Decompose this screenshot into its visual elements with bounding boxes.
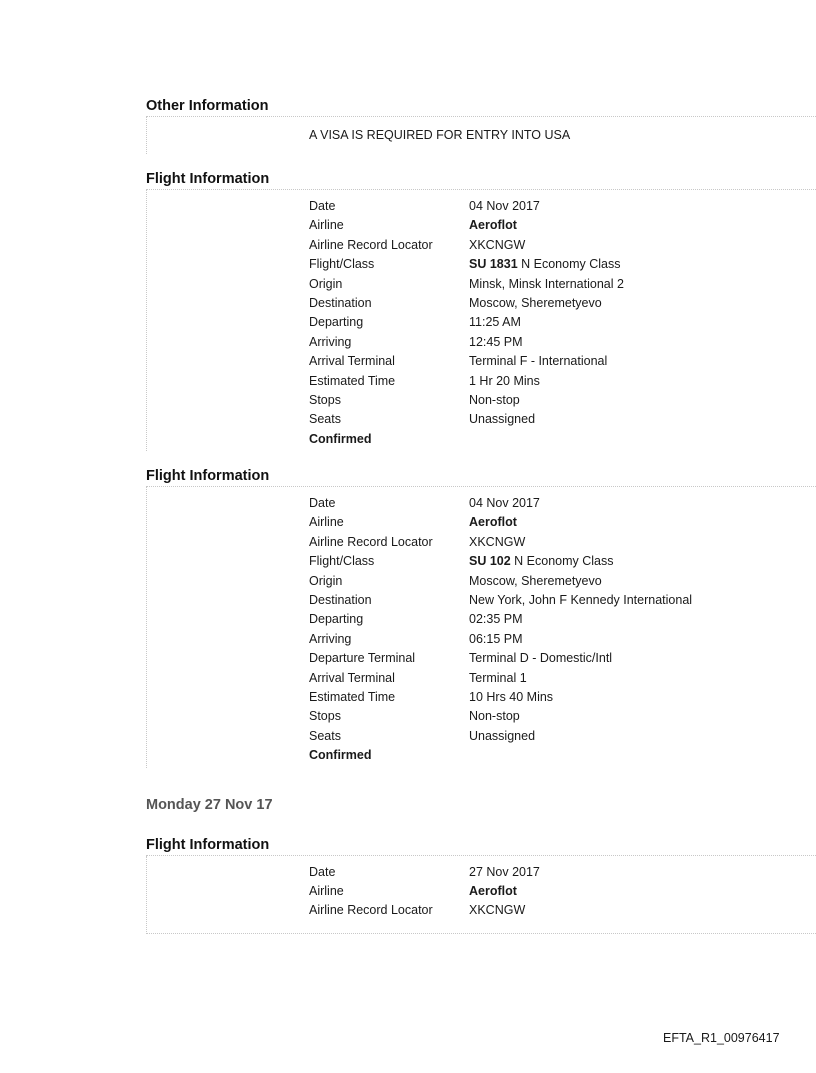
flight-class-row <box>309 257 816 276</box>
stops-label: Stops <box>309 392 341 407</box>
flight-class-label: Flight/Class <box>309 554 375 569</box>
record-locator-row <box>309 535 816 554</box>
flight-2-body <box>146 487 816 767</box>
flight-class-value <box>469 257 816 276</box>
flight-class-label: Flight/Class <box>309 257 375 272</box>
airline-label: Airline <box>309 883 344 898</box>
flight-information-heading: Flight Information <box>146 837 816 856</box>
day-heading: Monday 27 Nov 17 <box>146 796 273 813</box>
airline-value: Aeroflot <box>469 515 517 530</box>
flight-number: SU 102 <box>469 554 511 569</box>
destination-label: Destination <box>309 593 372 608</box>
arriving-row <box>309 632 816 651</box>
document-id: EFTA_R1_00976417 <box>663 1031 780 1045</box>
airline-label: Airline <box>309 218 344 233</box>
stops-value: Non-stop <box>469 709 520 724</box>
origin-row <box>309 574 816 593</box>
date-value: 04 Nov 2017 <box>469 199 540 213</box>
record-locator-label: Airline Record Locator <box>309 534 433 549</box>
flight-1-details <box>147 190 816 451</box>
flight-number: SU 1831 <box>469 257 518 272</box>
stops-value: Non-stop <box>469 392 520 407</box>
estimated-time-value: 1 Hr 20 Mins <box>469 373 540 388</box>
destination-value: New York, John F Kennedy International <box>469 593 693 608</box>
date-value: 04 Nov 2017 <box>469 496 540 511</box>
flight-class-row <box>309 554 816 573</box>
record-locator-label: Airline Record Locator <box>309 903 433 918</box>
arrival-terminal-row <box>309 671 816 690</box>
seats-value: Unassigned <box>469 728 536 743</box>
flight-information-heading: Flight Information <box>146 468 816 487</box>
arriving-row <box>309 335 816 354</box>
departing-row <box>309 315 816 334</box>
estimated-time-value: 10 Hrs 40 Mins <box>469 689 554 704</box>
origin-row <box>309 277 816 296</box>
seats-row <box>309 729 816 748</box>
flight-information-heading: Flight Information <box>146 171 816 190</box>
destination-row <box>309 296 816 315</box>
airline-value: Aeroflot <box>469 883 517 898</box>
arriving-label: Arriving <box>309 334 352 349</box>
airline-row <box>309 218 816 237</box>
arrival-terminal-value: Terminal F - International <box>469 354 608 369</box>
airline-row <box>309 884 816 903</box>
estimated-time-row <box>309 690 816 709</box>
itinerary-content <box>146 98 816 934</box>
seats-label: Seats <box>309 412 341 427</box>
origin-value: Minsk, Minsk International 2 <box>469 276 624 291</box>
record-locator-row <box>309 903 816 922</box>
other-information-body <box>146 117 816 154</box>
origin-label: Origin <box>309 573 343 588</box>
seats-value: Unassigned <box>469 412 536 427</box>
record-locator-value: XKCNGW <box>469 534 526 549</box>
arriving-label: Arriving <box>309 631 352 646</box>
date-row <box>309 496 816 515</box>
departing-value: 02:35 PM <box>469 612 523 627</box>
arrival-terminal-row <box>309 354 816 373</box>
flight-2-details <box>147 487 816 767</box>
airline-value: Aeroflot <box>469 218 517 233</box>
departing-label: Departing <box>309 315 364 330</box>
arrival-terminal-label: Arrival Terminal <box>309 670 395 685</box>
record-locator-label: Airline Record Locator <box>309 237 433 252</box>
other-information-heading: Other Information <box>146 98 816 117</box>
confirmed-status: Confirmed <box>309 748 372 763</box>
airline-row <box>309 515 816 534</box>
destination-row <box>309 593 816 612</box>
cabin-class: N Economy Class <box>510 554 614 569</box>
date-label: Date <box>309 199 336 213</box>
arrival-terminal-label: Arrival Terminal <box>309 354 395 369</box>
departure-terminal-label: Departure Terminal <box>309 651 416 666</box>
stops-row <box>309 709 816 728</box>
airline-label: Airline <box>309 515 344 530</box>
date-value: 27 Nov 2017 <box>469 864 540 879</box>
origin-value: Moscow, Sheremetyevo <box>469 573 602 588</box>
date-row <box>309 199 816 218</box>
arriving-value: 12:45 PM <box>469 334 523 349</box>
date-label: Date <box>309 496 336 511</box>
departing-row <box>309 612 816 631</box>
seats-label: Seats <box>309 728 341 743</box>
flight-1-body <box>146 190 816 451</box>
departing-value: 11:25 AM <box>469 315 521 330</box>
departing-label: Departing <box>309 612 364 627</box>
record-locator-value: XKCNGW <box>469 237 526 252</box>
date-row <box>309 865 816 884</box>
visa-note: A VISA IS REQUIRED FOR ENTRY INTO USA <box>309 128 571 142</box>
destination-value: Moscow, Sheremetyevo <box>469 295 602 310</box>
seats-row <box>309 412 816 431</box>
destination-label: Destination <box>309 295 372 310</box>
record-locator-value: XKCNGW <box>469 903 526 918</box>
estimated-time-label: Estimated Time <box>309 689 396 704</box>
departure-terminal-value: Terminal D - Domestic/Intl <box>469 651 613 666</box>
flight-class-value <box>469 554 816 573</box>
cabin-class: N Economy Class <box>517 257 621 272</box>
stops-row <box>309 393 816 412</box>
estimated-time-label: Estimated Time <box>309 373 396 388</box>
origin-label: Origin <box>309 276 343 291</box>
stops-label: Stops <box>309 709 341 724</box>
departure-terminal-row <box>309 651 816 670</box>
date-label: Date <box>309 864 336 879</box>
flight-3-body <box>146 856 816 934</box>
record-locator-row <box>309 238 816 257</box>
confirmed-status: Confirmed <box>309 431 372 446</box>
estimated-time-row <box>309 374 816 393</box>
arrival-terminal-value: Terminal 1 <box>469 670 527 685</box>
arriving-value: 06:15 PM <box>469 631 523 646</box>
flight-3-details <box>147 856 816 923</box>
